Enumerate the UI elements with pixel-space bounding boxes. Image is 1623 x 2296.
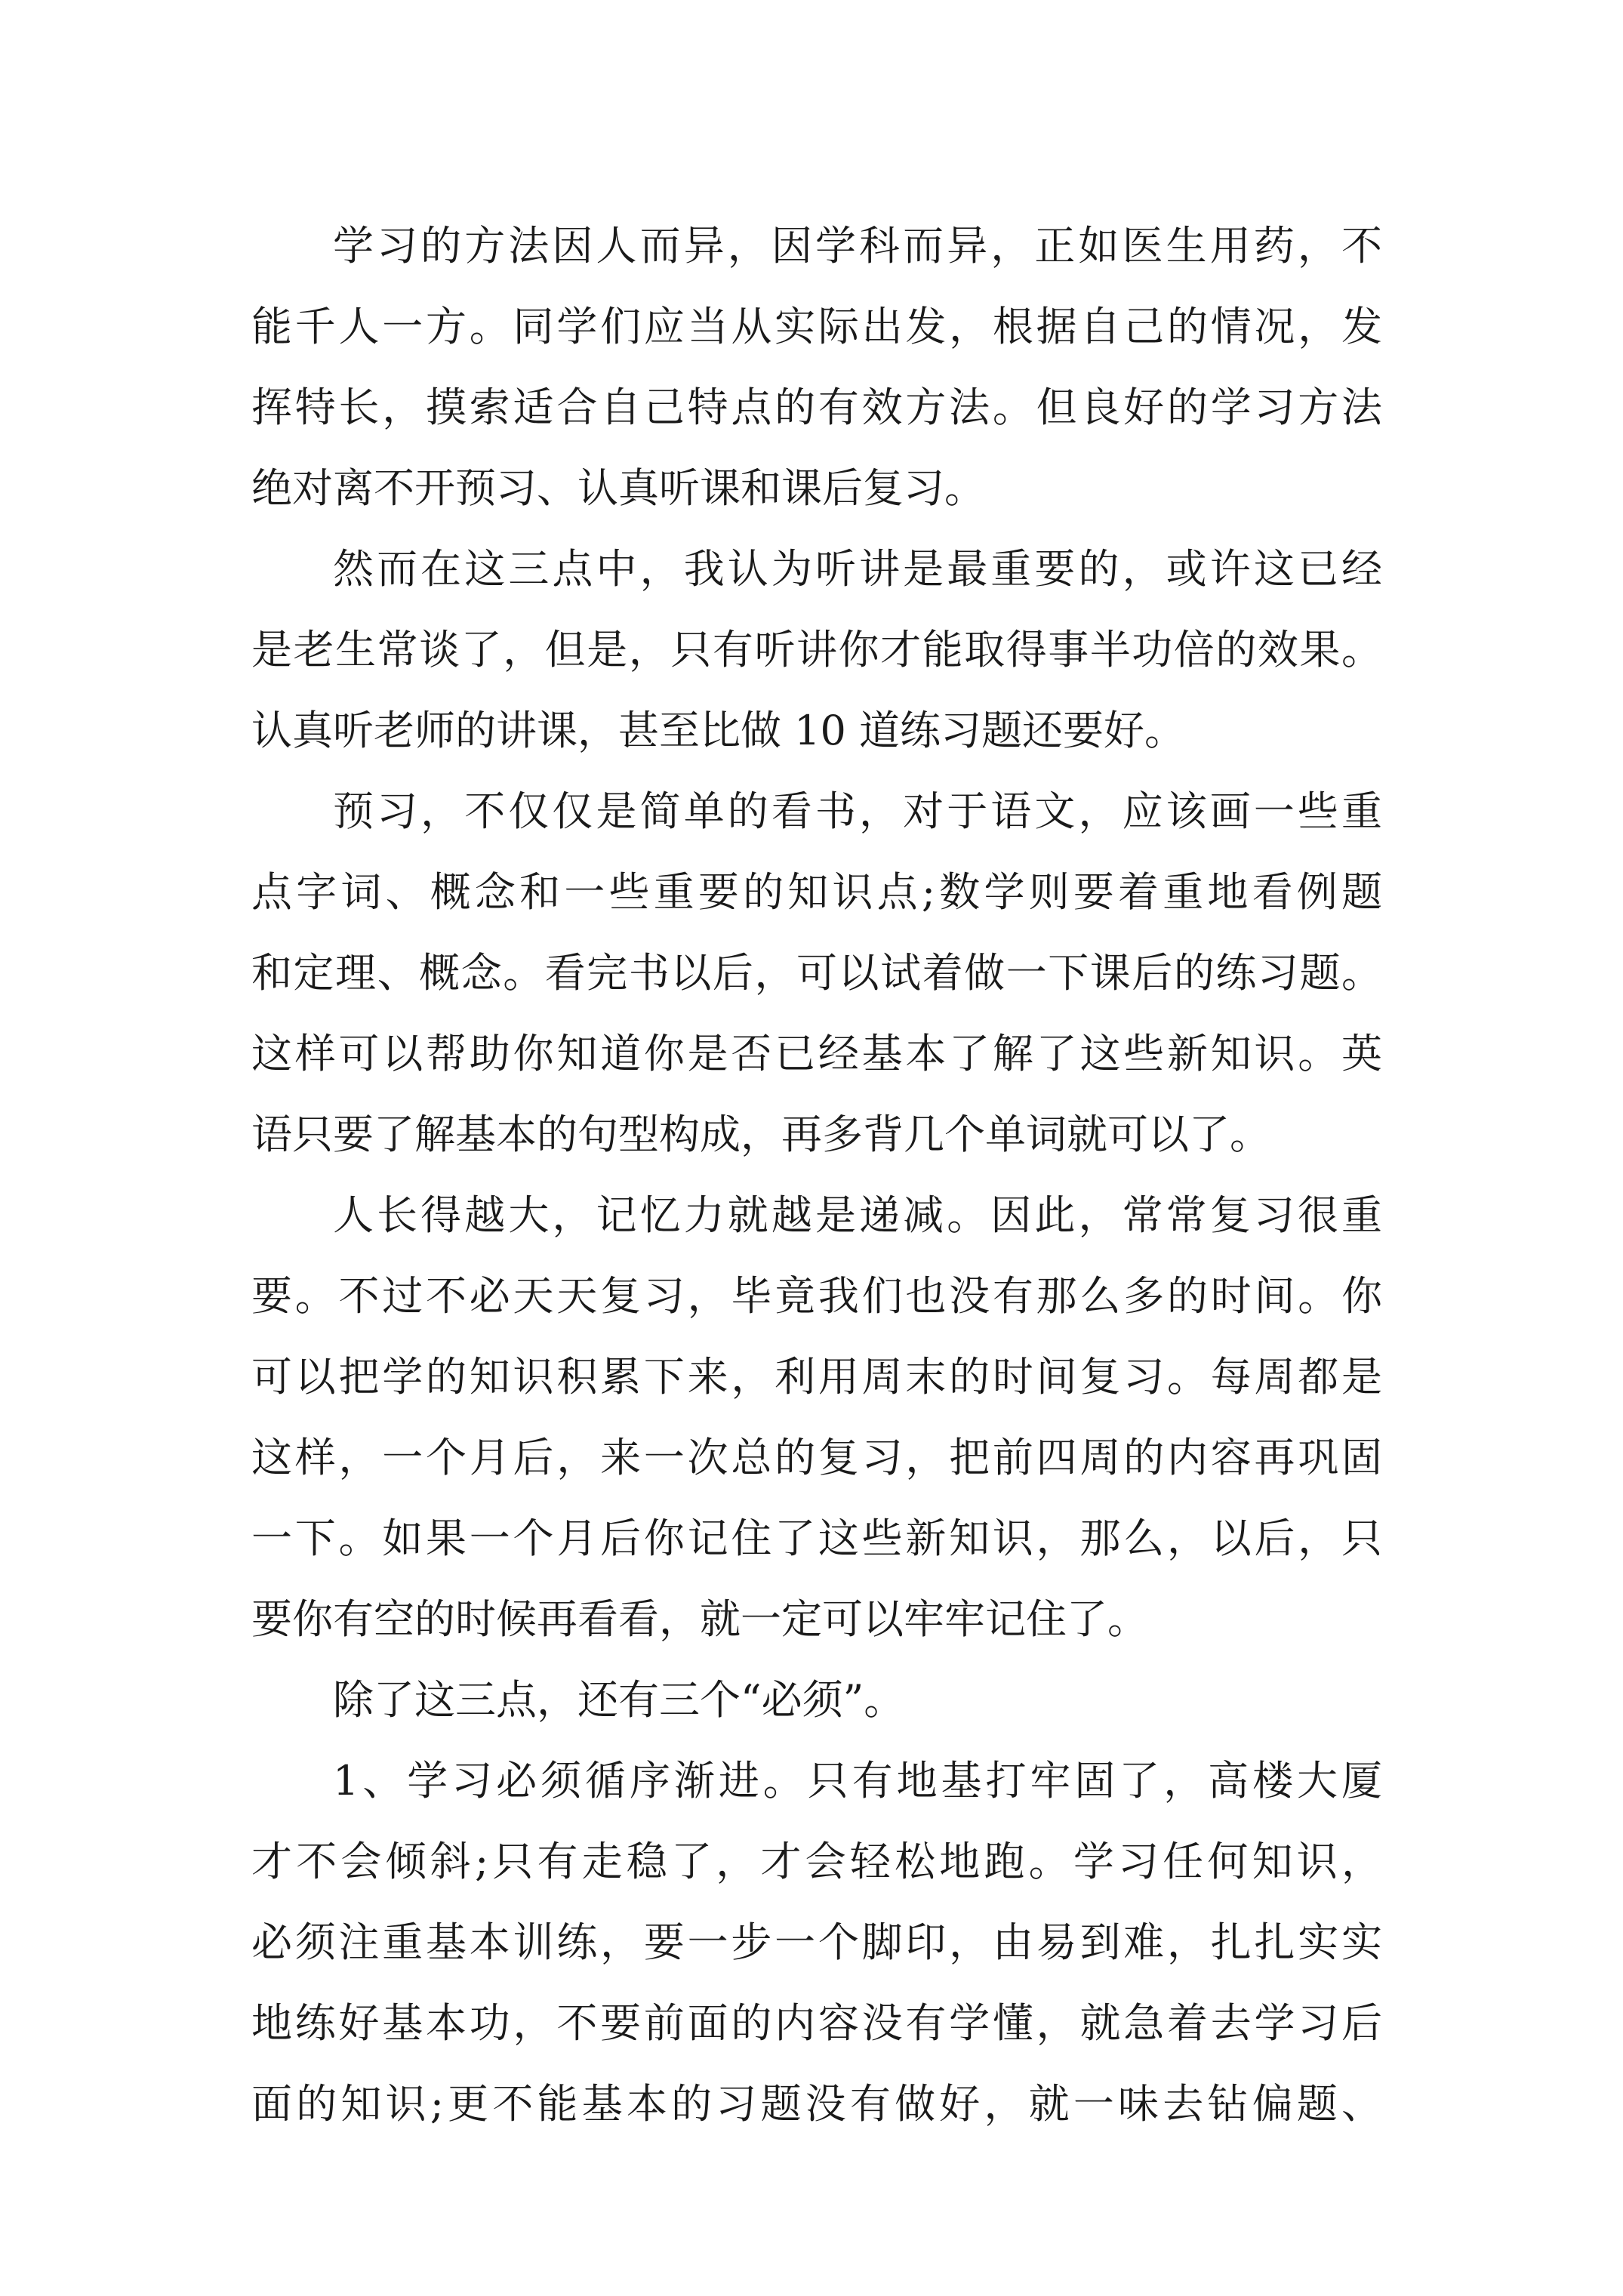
text-line: 挥特长，摸索适合自己特点的有效方法。但良好的学习方法: [251, 384, 1382, 431]
text-line: 这样，一个月后，来一次总的复习，把前四周的内容再巩固: [251, 1434, 1382, 1481]
text-line: 面的知识;更不能基本的习题没有做好，就一味去钻偏题、: [251, 2080, 1382, 2128]
text-line: 一下。如果一个月后你记住了这些新知识，那么，以后，只: [251, 1515, 1382, 1562]
text-line: 学习的方法因人而异，因学科而异，正如医生用药，不: [333, 222, 1382, 270]
text-line: 才不会倾斜;只有走稳了，才会轻松地跑。学习任何知识，: [251, 1838, 1382, 1885]
text-line: 能千人一方。同学们应当从实际出发，根据自己的情况，发: [251, 303, 1382, 350]
text-line: 是老生常谈了，但是，只有听讲你才能取得事半功倍的效果。: [251, 626, 1382, 673]
text-line: 认真听老师的讲课，甚至比做 10 道练习题还要好。: [251, 707, 1186, 754]
text-line: 必须注重基本训练，要一步一个脚印，由易到难，扎扎实实: [251, 1918, 1382, 1966]
text-line: 预习，不仅仅是简单的看书，对于语文，应该画一些重: [333, 787, 1382, 835]
text-line: 1、学习必须循序渐进。只有地基打牢固了，高楼大厦: [333, 1757, 1382, 1804]
text-line: 要你有空的时候再看看，就一定可以牢牢记住了。: [251, 1595, 1148, 1643]
text-line: 点字词、概念和一些重要的知识点;数学则要着重地看例题: [251, 868, 1382, 916]
text-line: 地练好基本功，不要前面的内容没有学懂，就急着去学习后: [251, 1999, 1382, 2047]
text-line: 这样可以帮助你知道你是否已经基本了解了这些新知识。英: [251, 1030, 1382, 1077]
text-line: 语只要了解基本的句型构成，再多背几个单词就可以了。: [251, 1111, 1270, 1158]
text-line: 和定理、概念。看完书以后，可以试着做一下课后的练习题。: [251, 949, 1382, 997]
text-line: 要。不过不必天天复习，毕竟我们也没有那么多的时间。你: [251, 1272, 1382, 1320]
text-line: 然而在这三点中，我认为听讲是最重要的，或许这已经: [333, 545, 1382, 593]
text-line: 人长得越大，记忆力就越是递减。因此，常常复习很重: [333, 1191, 1382, 1239]
text-line: 绝对离不开预习、认真听课和课后复习。: [251, 464, 985, 512]
text-line: 可以把学的知识积累下来，利用周末的时间复习。每周都是: [251, 1353, 1382, 1401]
text-line: 除了这三点，还有三个“必须”。: [333, 1676, 905, 1724]
